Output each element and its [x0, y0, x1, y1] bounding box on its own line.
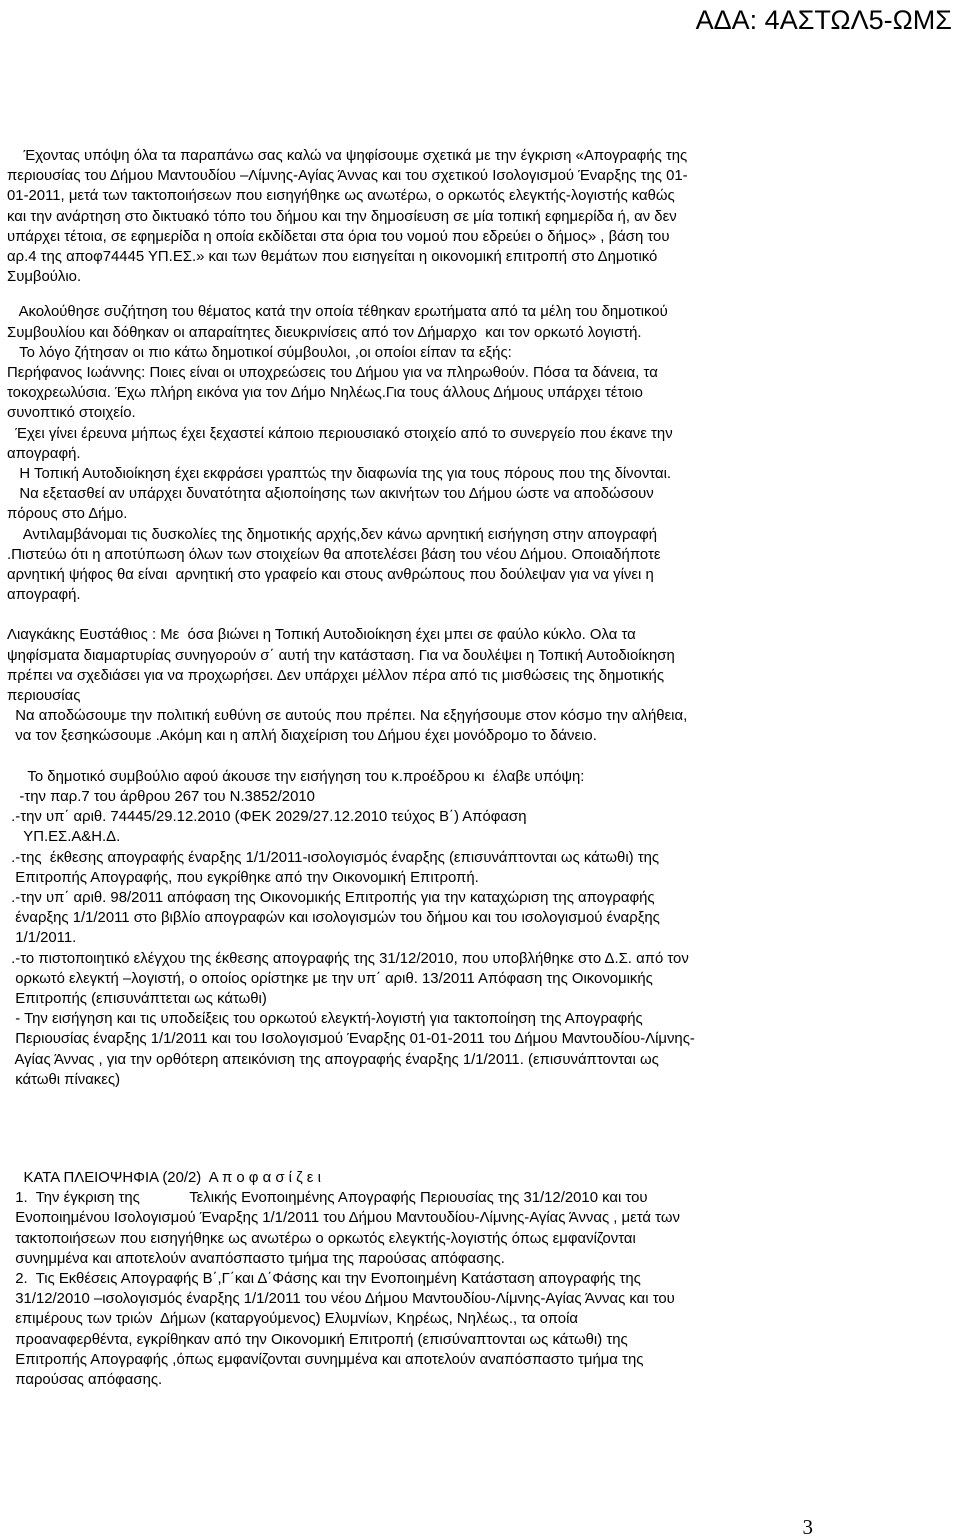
text-line: Έχει γίνει έρευνα μήπως έχει ξεχαστεί κάποιο περιουσιακό στοιχείο από το συνεργείο που έκανε την	[7, 425, 673, 442]
text-line: Συμβουλίου και δόθηκαν οι απαραίτητες διευκρινίσεις από τον Δήμαρχο και τον ορκωτό λογιστή.	[7, 324, 642, 341]
text-line: Η Τοπική Αυτοδιοίκηση έχει εκφράσει γραπτώς την διαφωνία της για τους πόρους που της δίνονται.	[7, 466, 672, 483]
text-line: αρ.4 της αποφ74445 ΥΠ.ΕΣ.» και των θεμάτων που εισηγείται η οικονομική επιτροπή στο Δημοτικό	[7, 249, 658, 266]
ada-header: ΑΔΑ: 4ΑΣΤΩΛ5-ΩΜΣ	[695, 5, 952, 35]
text-line: πρέπει να σχεδιάσει για να προχωρήσει. Δεν υπάρχει μέλλον πέρα από τις μισθώσεις της δημοτικής	[7, 667, 665, 684]
paragraph-decision	[7, 1168, 819, 1390]
text-line: έναρξης 1/1/2011 στο βιβλίο απογραφών και ισολογισμών του δήμου και του ισολογισμού έναρξης	[7, 910, 660, 927]
text-line: Περήφανος Ιωάννης: Ποιες είναι οι υποχρεώσεις του Δήμου για να πληρωθούν. Πόσα τα δάνεια, τα	[7, 365, 658, 382]
text-line: Περιουσίας έναρξης 1/1/2011 και του Ισολογισμού Έναρξης 01-01-2011 του Δήμου Μαντουδίου-Λίμνης-	[7, 1031, 695, 1048]
text-line: Λιαγκάκης Ευστάθιος : Με όσα βιώνει η Τοπική Αυτοδιοίκηση έχει μπει σε φαύλο κύκλο. Ολα τα	[7, 627, 636, 644]
text-line: Συμβούλιο.	[7, 269, 82, 286]
paragraph-liagkakis	[7, 625, 819, 746]
text-line: αρνητική ψήφος θα είναι αρνητική στο γραφείο και στους ανθρώπους που δούλεψαν για να γίνει η	[7, 567, 654, 584]
text-line: απογραφή.	[7, 445, 81, 462]
text-line: υπάρχει τέτοια, σε εφημερίδα η οποία εκδίδεται στα όρια του νομού που εδρεύει ο δήμος» , βάση του	[7, 228, 670, 245]
paragraph-discussion	[7, 302, 819, 605]
text-line: προαναφερθέντα, εγκρίθηκαν από την Οικονομική Επιτροπή (επισύναπτονται ως κάτωθι) της	[7, 1331, 628, 1348]
text-line: .-της έκθεσης απογραφής έναρξης 1/1/2011-ισολογισμός έναρξης (επισυνάπτονται ως κάτωθι) της	[7, 849, 660, 866]
paragraph-council-considerations	[7, 767, 819, 1090]
text-line: κάτωθι πίνακες)	[7, 1071, 121, 1088]
text-line: .-την υπ΄ αριθ. 74445/29.12.2010 (ΦΕΚ 2029/27.12.2010 τεύχος Β΄) Απόφαση	[7, 809, 527, 826]
text-line: 01-2011, μετά των τακτοποιήσεων που εισηγήθηκε ως ανωτέρω, ο ορκωτός ελεγκτής-λογιστής καθώς	[7, 188, 675, 205]
text-line: Ενοποιημένου Ισολογισμού Έναρξης 1/1/2011 του Δήμου Μαντουδίου-Λίμνης-Αγίας Άννας , μετά των	[7, 1210, 680, 1227]
text-line: .-την υπ΄ αριθ. 98/2011 απόφαση της Οικονομικής Επιτροπής για την καταχώριση της απογραφής	[7, 889, 655, 906]
text-line: επιμέρους των τριών Δήμων (καταργούμενος) Ελυμνίων, Κηρέως, Νηλέως., τα οποία	[7, 1311, 578, 1328]
text-line: περιουσίας του Δήμου Μαντουδίου –Λίμνης-Αγίας Άννας και του σχετικού Ισολογισμού Έναρξης της 01-	[7, 168, 688, 185]
text-line: συνοπτικό στοιχείο.	[7, 405, 136, 422]
text-line: Ακολούθησε συζήτηση του θέματος κατά την οποία τέθηκαν ερωτήματα από τα μέλη του δημοτικού	[7, 304, 668, 321]
text-line: Να αποδώσουμε την πολιτική ευθύνη σε αυτούς που πρέπει. Να εξηγήσουμε στον κόσμο την αλήθεια,	[7, 708, 688, 725]
text-line: 2. Τις Εκθέσεις Απογραφής Β΄,Γ΄και Δ΄Φάσης και την Ενοποιημένη Κατάσταση απογραφής της	[7, 1270, 641, 1287]
text-line: Το δημοτικό συμβούλιο αφού άκουσε την εισήγηση του κ.προέδρου κι έλαβε υπόψη:	[7, 768, 585, 785]
paragraph-intro	[7, 146, 819, 287]
text-line: Επιτροπής Απογραφής ,όπως εμφανίζονται συνημμένα και αποτελούν αναπόσπαστο τμήμα της	[7, 1351, 644, 1368]
text-line: περιουσίας	[7, 688, 81, 705]
text-line: ψηφίσματα διαμαρτυρίας συνηγορούν σ΄ αυτή την κατάσταση. Για να δουλέψει η Τοπική Αυτοδιοίκηση	[7, 647, 675, 664]
text-line: Αγίας Άννας , για την ορθότερη απεικόνιση της απογραφής έναρξης 1/1/2011. (επισυνάπτονται ως	[7, 1051, 659, 1068]
text-line: παρούσας απόφασης.	[7, 1371, 163, 1388]
text-line: 1. Την έγκριση της Τελικής Ενοποιημένης Απογραφής Περιουσίας της 31/12/2010 και του	[7, 1190, 648, 1207]
text-line: Επιτροπής Απογραφής, που εγκρίθηκε από την Οικονομική Επιτροπή.	[7, 869, 479, 886]
text-line: Αντιλαμβάνομαι τις δυσκολίες της δημοτικής αρχής,δεν κάνω αρνητική εισήγηση στην απογραφή	[7, 526, 658, 543]
text-line: τακτοποιήσεων που εισηγήθηκε ως ανωτέρω ο ορκωτός ελεγκτής-λογιστής όπως εμφανίζονται	[7, 1230, 636, 1247]
text-line: - Την εισήγηση και τις υποδείξεις του ορκωτού ελεγκτή-λογιστή για τακτοποίηση της Απογραφής	[7, 1011, 643, 1028]
text-line: τοκοχρεωλύσια. Έχω πλήρη εικόνα για τον Δήμο Νηλέως.Για τους άλλους Δήμους υπάρχει τέτοιο	[7, 385, 643, 402]
text-line: Να εξετασθεί αν υπάρχει δυνατότητα αξιοποίησης των ακινήτων του Δήμου ώστε να αποδώσουν	[7, 486, 654, 503]
text-line: πόρους στο Δήμο.	[7, 506, 128, 523]
text-line: .-το πιστοποιητικό ελέγχου της έκθεσης απογραφής της 31/12/2010, που υποβλήθηκε στο Δ.Σ. από τον	[7, 950, 689, 967]
text-line: -την παρ.7 του άρθρου 267 του Ν.3852/2010	[7, 788, 315, 805]
text-line: ΥΠ.ΕΣ.Α&Η.Δ.	[7, 829, 121, 846]
text-line: 31/12/2010 –ισολογισμός έναρξης 1/1/2011 του νέου Δήμου Μαντουδίου-Λίμνης-Αγίας Άννας και του	[7, 1291, 675, 1308]
text-line: ΚΑΤΑ ΠΛΕΙΟΨΗΦΙΑ (20/2) Α π ο φ α σ ί ζ ε ι	[7, 1169, 321, 1186]
text-line: συνημμένα και αποτελούν αναπόσπαστο τμήμα της παρούσας απόφασης.	[7, 1250, 505, 1267]
text-line: Επιτροπής (επισυνάπτεται ως κάτωθι)	[7, 990, 267, 1007]
text-line: ορκωτό ελεγκτή –λογιστή, ο οποίος ορίστηκε με την υπ΄ αριθ. 13/2011 Απόφαση της Οικονομικής	[7, 970, 653, 987]
page-number: 3	[802, 1515, 813, 1539]
text-line: 1/1/2011.	[7, 930, 77, 947]
text-line: να τον ξεσηκώσουμε .Ακόμη και η απλή διαχείριση του Δήμου έχει μονόδρομο το δάνειο.	[7, 728, 597, 745]
text-line: και την ανάρτηση στο δικτυακό τόπο του δήμου και την δημοσίευση σε μία τοπική εφημερίδα ή, αν δεν	[7, 208, 677, 225]
text-line: Έχοντας υπόψη όλα τα παραπάνω σας καλώ να ψηφίσουμε σχετικά με την έγκριση «Απογραφής της	[7, 148, 688, 164]
text-line: .Πιστεύω ότι η αποτύπωση όλων των στοιχείων θα αποτελέσει βάση του νέου Δήμου. Οποιαδήποτε	[7, 546, 661, 563]
text-line: απογραφή.	[7, 587, 81, 604]
document-body	[7, 146, 819, 1390]
text-line: Το λόγο ζήτησαν οι πιο κάτω δημοτικοί σύμβουλοι, ,οι οποίοι είπαν τα εξής:	[7, 344, 512, 361]
